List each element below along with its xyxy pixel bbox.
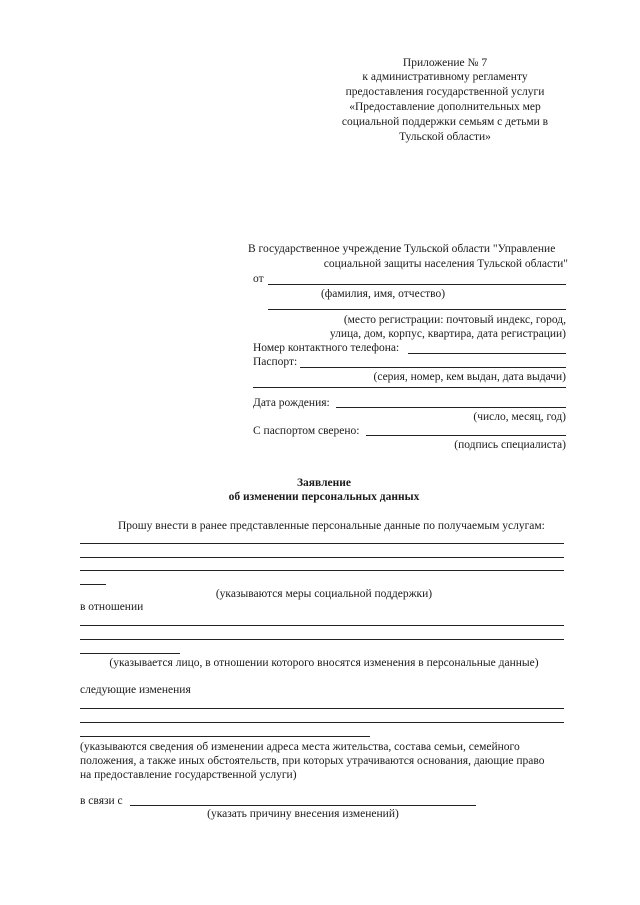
registration-caption-2: улица, дом, корпус, квартира, дата регистрации)	[329, 328, 566, 340]
measures-field[interactable]	[80, 570, 564, 571]
title-line-2: об изменении персональных данных	[228, 491, 420, 503]
measures-caption: (указываются меры социальной поддержки)	[215, 588, 433, 600]
changes-caption-2: положения, а также иных обстоятельств, при которых утрачиваются основания, дающие право	[80, 755, 545, 767]
measures-field[interactable]	[80, 557, 564, 558]
registration-field[interactable]	[268, 309, 566, 310]
changes-field[interactable]	[80, 736, 370, 737]
verified-signature-field[interactable]	[366, 435, 566, 436]
regarding-field[interactable]	[80, 653, 180, 654]
appendix-line: к административному регламенту	[362, 71, 528, 83]
person-caption: (указывается лицо, в отношении которого вносятся изменения в персональные данные)	[109, 657, 539, 669]
passport-field[interactable]	[300, 367, 566, 368]
passport-field-extra[interactable]	[253, 387, 566, 388]
reason-caption: (указать причину внесения изменений)	[207, 808, 399, 820]
measures-field[interactable]	[80, 584, 106, 585]
changes-caption-1: (указываются сведения об изменении адреса места жительства, состава семьи, семейного	[80, 741, 520, 753]
reason-label: в связи с	[80, 795, 123, 807]
appendix-line: Тульской области»	[399, 131, 491, 143]
measures-field[interactable]	[80, 543, 564, 544]
changes-label: следующие изменения	[80, 684, 191, 696]
addressee-line-2: социальной защиты населения Тульской области"	[323, 258, 568, 270]
changes-field[interactable]	[80, 708, 564, 709]
birth-label: Дата рождения:	[253, 397, 330, 409]
reason-field[interactable]	[130, 805, 476, 806]
fio-field[interactable]	[268, 284, 566, 285]
fio-caption: (фамилия, имя, отчество)	[320, 288, 446, 300]
appendix-line: «Предоставление дополнительных мер	[349, 101, 541, 113]
request-text: Прошу внести в ранее представленные персональные данные по получаемым услугам:	[118, 520, 545, 532]
phone-label: Номер контактного телефона:	[253, 342, 400, 354]
regarding-label: в отношении	[80, 601, 144, 613]
appendix-line: Приложение № 7	[402, 57, 488, 69]
verified-caption: (подпись специалиста)	[454, 439, 566, 451]
birth-date-field[interactable]	[336, 407, 566, 408]
regarding-field[interactable]	[80, 639, 564, 640]
from-label: от	[253, 273, 264, 285]
birth-caption: (число, месяц, год)	[473, 411, 566, 423]
verified-label: С паспортом сверено:	[253, 425, 360, 437]
phone-field[interactable]	[408, 353, 566, 354]
appendix-line: предоставления государственной услуги	[345, 86, 545, 98]
changes-caption-3: на предоставление государственной услуги)	[80, 769, 297, 781]
addressee-line-1: В государственное учреждение Тульской области "Управление	[248, 243, 556, 255]
changes-field[interactable]	[80, 722, 564, 723]
passport-label: Паспорт:	[253, 356, 298, 368]
regarding-field[interactable]	[80, 625, 564, 626]
appendix-line: социальной поддержки семьям с детьми в	[341, 116, 549, 128]
registration-caption-1: (место регистрации: почтовый индекс, город,	[343, 314, 566, 326]
passport-caption: (серия, номер, кем выдан, дата выдачи)	[373, 371, 566, 383]
title-line-1: Заявление	[296, 477, 351, 489]
